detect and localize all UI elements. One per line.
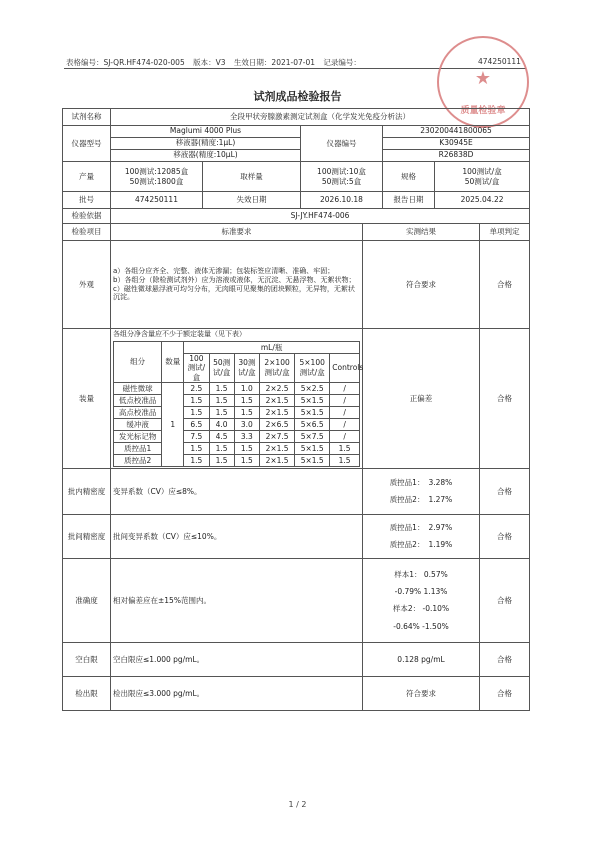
volume-row <box>114 382 360 394</box>
volume-cell: 4.5 <box>209 430 234 442</box>
volume-cell: 1.5 <box>209 442 234 454</box>
component-name: 高点校准品 <box>114 406 162 418</box>
intra-judgement: 合格 <box>480 468 530 514</box>
volume-cell: / <box>330 430 360 442</box>
inter-item: 批间精密度 <box>63 514 111 558</box>
version: 版本：V3 <box>193 58 226 67</box>
volume-row <box>114 394 360 406</box>
record-number: 表格编号：SJ-QR.HF474-020-005 <box>66 58 185 67</box>
col-qty: 数量 <box>162 341 184 382</box>
volume-row <box>114 454 360 466</box>
volume-row <box>114 430 360 442</box>
reagent-name: 全段甲状旁腺激素测定试剂盒（化学发光免疫分析法） <box>111 109 530 126</box>
inspection-table: 试剂名称 全段甲状旁腺激素测定试剂盒（化学发光免疫分析法） 仪器型号 Maglumi 4000 Plus 移液器(精度:1μL) 移液器(精度:10μL) 仪器编号 230200441800065 K30945E R26838D 产量 100测试:12085盒 50测试:1800盒 取样量 100测试:10盒 50测试:5盒 规格 100测试/盒 50测试/盒 批号 474250111 失效日期 2026.10.18 报告日期 2025.04.22 检验依据 SJ-JY.HF474-006 检验项目 标准要求 实测结果 单项判定 外观 a）各组分应齐全、完整、液体无渗漏；包装标签应清晰、准确、牢固； b）各组分（除检测试剂外）应为溶液或液体，无沉淀、无悬浮物、无絮状物； c）磁性微球悬浮液可均匀分布，无肉眼可见聚集的团块颗粒，无异物，无絮状沉淀。 符合要求 合格 装量 各组分净含量应不少于额定装量（见下表） 组分 数量 mL/瓶 100测试/盒 50测试/盒 30测试/盒 2×100测试/盒 5×100测试/盒 Controls 磁性微球 1 2.5 1.5 1.0 2×2.5 5×2.5 / 低点校准品 1.5 1.5 1.5 2×1.5 5×1.5 / 高点校准品 1.5 1.5 1.5 2×1.5 5×1.5 / 缓冲液 6.5 4.0 3.0 2×6.5 5×6.5 / 发光标记物 7.5 4.5 3.3 2×7.5 5×7.5 / 质控品1 1.5 1.5 1.5 2×1.5 5×1.5 1.5 质控品2 1.5 1.5 1.5 2×1.5 5×1.5 1.5 正偏差 合格 批内精密度 变异系数（CV）应≤8%。 质控品1： 3.28% 质控品2： 1.27% 合格 批间精密度 批间变异系数（CV）应≤10%。 质控品1： 2.97% 质控品2： 1.19% 合格 准确度 相对偏差应在±15%范围内。 样本1： 0.57% -0.79% 1.13% 样本2： -0.10% -0.64% -1.50% 合格 空白限 空白限应≤1.000 pg/mL。 0.128 pg/mL 合格 检出限 检出限应≤3.000 pg/mL。 符合要求 合格 <box>62 108 530 711</box>
head-5x100: 5×100测试/盒 <box>295 353 330 382</box>
component-name: 缓冲液 <box>114 418 162 430</box>
report-date-value: 2025.04.22 <box>435 192 530 209</box>
volume-cell: 1.5 <box>209 406 234 418</box>
page-number: 1 / 2 <box>288 800 307 809</box>
volume-cell: / <box>330 418 360 430</box>
lod-result: 符合要求 <box>363 676 480 710</box>
volume-cell: 1.5 <box>209 382 234 394</box>
col-judgement: 单项判定 <box>480 224 530 241</box>
intra-item: 批内精密度 <box>63 468 111 514</box>
report-date-label: 报告日期 <box>383 192 435 209</box>
volume-cell: 5×6.5 <box>295 418 330 430</box>
effective-date: 生效日期：2021-07-01 <box>233 58 316 67</box>
accuracy-line-1: 样本1： 0.57% <box>394 569 448 579</box>
head-100: 100测试/盒 <box>184 353 209 382</box>
expiry-label: 失效日期 <box>203 192 301 209</box>
volume-cell: 1.5 <box>234 454 259 466</box>
component-qty: 1 <box>162 382 184 466</box>
blank-judgement: 合格 <box>480 642 530 676</box>
reagent-label: 试剂名称 <box>63 109 111 126</box>
volume-cell: 1.5 <box>184 394 209 406</box>
volume-result: 正偏差 <box>363 329 480 469</box>
volume-cell: 7.5 <box>184 430 209 442</box>
volume-cell: 5×7.5 <box>295 430 330 442</box>
blank-standard: 空白限应≤1.000 pg/mL。 <box>111 642 363 676</box>
head-controls: Controls <box>330 353 360 382</box>
lot-number: 474250111 <box>478 57 521 66</box>
volume-cell: 1.5 <box>209 454 234 466</box>
volume-cell: 5×1.5 <box>295 454 330 466</box>
col-standard: 标准要求 <box>111 224 363 241</box>
volume-row <box>114 442 360 454</box>
sample-value: 100测试:10盒 50测试:5盒 <box>301 162 383 192</box>
appearance-result: 符合要求 <box>363 241 480 329</box>
unit-header: mL/瓶 <box>184 341 360 353</box>
instrument-1: Maglumi 4000 Plus <box>111 126 300 138</box>
accuracy-line-3: 样本2： -0.10% <box>392 604 450 614</box>
volume-row <box>114 406 360 418</box>
volume-cell: 2×1.5 <box>260 442 295 454</box>
volume-item: 装量 <box>63 329 111 469</box>
volume-cell: 2.5 <box>184 382 209 394</box>
expiry-value: 2026.10.18 <box>301 192 383 209</box>
head-30: 30测试/盒 <box>234 353 259 382</box>
volume-cell: 4.0 <box>209 418 234 430</box>
lod-judgement: 合格 <box>480 676 530 710</box>
col-item: 检验项目 <box>63 224 111 241</box>
volume-cell: 1.5 <box>234 394 259 406</box>
volume-cell: 1.5 <box>184 406 209 418</box>
intra-standard: 变异系数（CV）应≤8%。 <box>111 468 363 514</box>
instrument-no-1: 230200441800065 <box>383 126 529 138</box>
volume-cell: 1.5 <box>234 406 259 418</box>
accuracy-line-4: -0.64% -1.50% <box>393 621 449 631</box>
blank-item: 空白限 <box>63 642 111 676</box>
volume-cell: 3.0 <box>234 418 259 430</box>
output-label: 产量 <box>63 162 111 192</box>
blank-result: 0.128 pg/mL <box>363 642 480 676</box>
quality-stamp: ★ 质量检验章 <box>437 36 529 128</box>
inter-qc1: 2.97% <box>428 523 453 532</box>
volume-note: 各组分净含量应不少于额定装量（见下表） <box>113 330 246 338</box>
volume-cell: 1.5 <box>184 454 209 466</box>
volume-cell: 2×7.5 <box>260 430 295 442</box>
volume-cell: / <box>330 394 360 406</box>
component-name: 质控品2 <box>114 454 162 466</box>
volume-row <box>114 418 360 430</box>
volume-cell: 5×2.5 <box>295 382 330 394</box>
instrument-2: 移液器(精度:1μL) <box>111 138 300 150</box>
appearance-item: 外观 <box>63 241 111 329</box>
lod-standard: 检出限应≤3.000 pg/mL。 <box>111 676 363 710</box>
volume-cell: 2×2.5 <box>260 382 295 394</box>
volume-table <box>113 341 364 467</box>
inter-standard: 批间变异系数（CV）应≤10%。 <box>111 514 363 558</box>
batch-label: 批号 <box>63 192 111 209</box>
volume-cell: 5×1.5 <box>295 442 330 454</box>
component-name: 发光标记物 <box>114 430 162 442</box>
instrument-label: 仪器型号 <box>63 126 111 162</box>
appearance-judgement: 合格 <box>480 241 530 329</box>
lod-item: 检出限 <box>63 676 111 710</box>
intra-qc2: 1.27% <box>428 495 453 505</box>
volume-judgement: 合格 <box>480 329 530 469</box>
volume-cell: 1.5 <box>184 442 209 454</box>
accuracy-judgement: 合格 <box>480 558 530 642</box>
log-number: 记录编号： <box>323 58 361 67</box>
inter-judgement: 合格 <box>480 514 530 558</box>
volume-cell: 1.5 <box>330 442 360 454</box>
instrument-no-label: 仪器编号 <box>301 126 383 162</box>
appearance-standard: a）各组分应齐全、完整、液体无渗漏；包装标签应清晰、准确、牢固； b）各组分（除检测试剂外）应为溶液或液体，无沉淀、无悬浮物、无絮状物； c）磁性微球悬浮液可均匀分布，无肉眼可见聚集的团块颗粒，无异物，无絮状沉淀。 <box>111 241 363 329</box>
col-component: 组分 <box>114 341 162 382</box>
component-name: 磁性微球 <box>114 382 162 394</box>
volume-cell: 5×1.5 <box>295 406 330 418</box>
page-title: 试剂成品检验报告 <box>253 90 342 103</box>
basis-value: SJ-JY.HF474-006 <box>111 209 530 224</box>
volume-cell: 1.0 <box>234 382 259 394</box>
accuracy-item: 准确度 <box>63 558 111 642</box>
instrument-3: 移液器(精度:10μL) <box>173 150 238 159</box>
component-name: 低点校准品 <box>114 394 162 406</box>
sample-label: 取样量 <box>203 162 301 192</box>
batch-value: 474250111 <box>111 192 203 209</box>
volume-cell: 2×1.5 <box>260 454 295 466</box>
accuracy-line-2: -0.79% 1.13% <box>394 587 448 596</box>
volume-cell: / <box>330 382 360 394</box>
spec-label: 规格 <box>383 162 435 192</box>
volume-cell: 2×6.5 <box>260 418 295 430</box>
volume-cell: 5×1.5 <box>295 394 330 406</box>
instrument-no-2: K30945E <box>383 138 529 150</box>
volume-cell: 6.5 <box>184 418 209 430</box>
volume-cell: / <box>330 406 360 418</box>
instrument-no-3: R26838D <box>438 150 474 159</box>
volume-cell: 3.3 <box>234 430 259 442</box>
head-50: 50测试/盒 <box>209 353 234 382</box>
volume-cell: 1.5 <box>330 454 360 466</box>
basis-label: 检验依据 <box>63 209 111 224</box>
spec-value: 100测试/盒 50测试/盒 <box>435 162 530 192</box>
output-value: 100测试:12085盒 50测试:1800盒 <box>111 162 203 192</box>
component-name: 质控品1 <box>114 442 162 454</box>
volume-cell: 1.5 <box>234 442 259 454</box>
inter-qc2: 1.19% <box>428 540 453 550</box>
accuracy-standard: 相对偏差应在±15%范围内。 <box>111 558 363 642</box>
stamp-star-icon: ★ <box>474 68 492 89</box>
volume-cell: 1.5 <box>209 394 234 406</box>
volume-cell: 2×1.5 <box>260 394 295 406</box>
volume-cell: 2×1.5 <box>260 406 295 418</box>
intra-qc1: 3.28% <box>428 478 453 487</box>
col-result: 实测结果 <box>363 224 480 241</box>
head-2x100: 2×100测试/盒 <box>260 353 295 382</box>
